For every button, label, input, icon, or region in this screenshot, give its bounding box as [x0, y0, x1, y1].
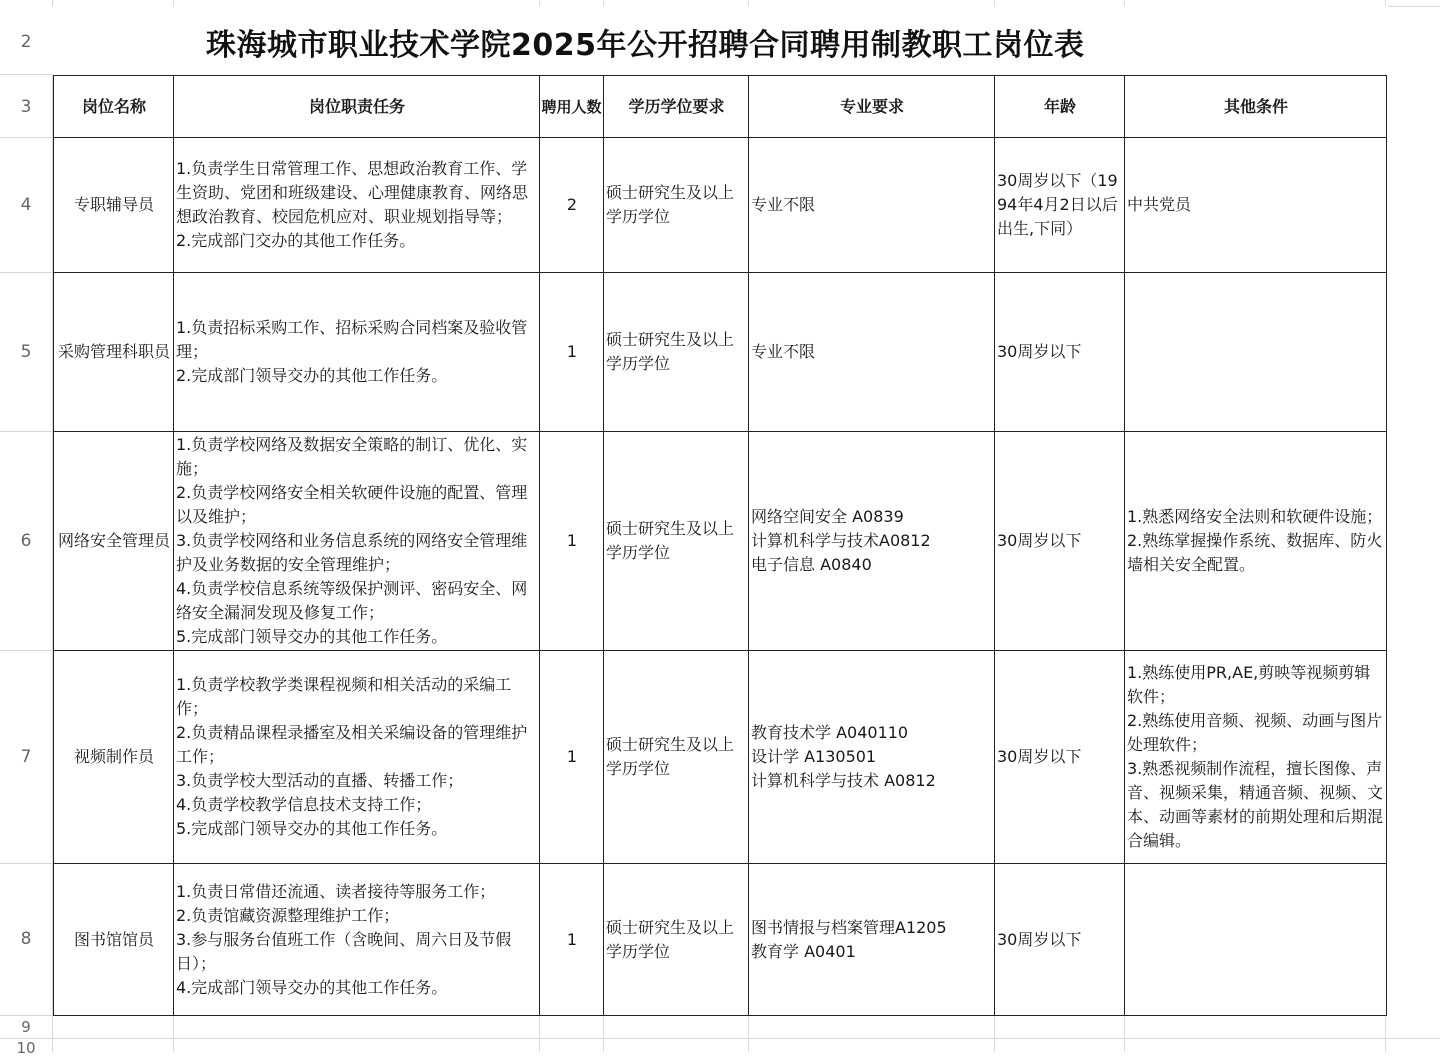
row-number[interactable]: 4 — [20, 195, 32, 215]
cell-major[interactable] — [749, 432, 995, 651]
cell-major[interactable] — [749, 651, 995, 864]
duty-line: 5.完成部门领导交办的其他工作任务。 — [176, 627, 448, 646]
duty-line: 2.完成部门领导交办的其他工作任务。 — [176, 366, 448, 385]
table-row — [54, 138, 1387, 273]
cell-position[interactable]: 视频制作员 — [54, 651, 174, 864]
cell-duties[interactable] — [174, 273, 540, 432]
cell-position[interactable]: 网络安全管理员 — [54, 432, 174, 651]
header-education[interactable]: 学历学位要求 — [604, 76, 749, 138]
duty-line: 5.完成部门领导交办的其他工作任务。 — [176, 819, 448, 838]
header-age[interactable]: 年龄 — [995, 76, 1125, 138]
cell-age[interactable]: 30周岁以下（1994年4月2日以后出生,下同） — [995, 138, 1125, 273]
cell-duties[interactable] — [174, 651, 540, 864]
duty-line: 3.负责学校大型活动的直播、转播工作； — [176, 771, 464, 790]
header-count[interactable]: 聘用人数 — [540, 76, 604, 138]
cell-count[interactable]: 1 — [540, 432, 604, 651]
major-line: 计算机科学与技术A0812 — [751, 531, 931, 550]
major-line: 图书情报与档案管理A1205 — [751, 917, 947, 937]
cell-other[interactable] — [1125, 138, 1387, 273]
row-number[interactable]: 9 — [21, 1018, 31, 1036]
cell-education[interactable]: 硕士研究生及以上学历学位 — [604, 432, 749, 651]
sheet-title-cell[interactable] — [52, 6, 1388, 74]
other-line: 1.熟练使用PR,AE,剪映等视频剪辑软件； — [1127, 663, 1371, 706]
other-line: 2.熟练使用音频、视频、动画与图片处理软件； — [1127, 711, 1383, 754]
header-row — [54, 76, 1387, 138]
cell-education[interactable]: 硕士研究生及以上学历学位 — [604, 138, 749, 273]
empty-row-line — [53, 1038, 1386, 1039]
major-line: 教育技术学 A040110 — [751, 723, 909, 742]
row-number[interactable]: 5 — [20, 342, 32, 362]
duty-line: 1.负责学生日常管理工作、思想政治教育工作、学生资助、党团和班级建设、心理健康教育、网络思想政治教育、校园危机应对、职业规划指导等； — [176, 159, 529, 226]
cell-major[interactable] — [749, 864, 995, 1016]
major-line: 计算机科学与技术 A0812 — [751, 771, 936, 790]
cell-other[interactable] — [1125, 864, 1387, 1016]
cell-other[interactable] — [1125, 432, 1387, 651]
duty-line: 2.负责精品课程录播室及相关采编设备的管理维护工作； — [176, 723, 528, 766]
table-row — [54, 651, 1387, 864]
duty-line: 1.负责学校教学类课程视频和相关活动的采编工作； — [176, 675, 512, 718]
header-position[interactable]: 岗位名称 — [54, 76, 174, 138]
duty-line: 1.负责日常借还流通、读者接待等服务工作； — [176, 881, 496, 901]
cell-education[interactable]: 硕士研究生及以上学历学位 — [604, 864, 749, 1016]
major-line: 教育学 A0401 — [751, 941, 856, 961]
cell-major[interactable] — [749, 273, 995, 432]
cell-count[interactable]: 1 — [540, 651, 604, 864]
cell-major[interactable] — [749, 138, 995, 273]
duty-line: 4.负责学校教学信息技术支持工作； — [176, 795, 432, 814]
cell-education[interactable]: 硕士研究生及以上学历学位 — [604, 651, 749, 864]
row-number[interactable]: 3 — [20, 97, 32, 117]
cell-age[interactable]: 30周岁以下 — [995, 864, 1125, 1016]
cell-duties[interactable] — [174, 138, 540, 273]
duty-line: 1.负责学校网络及数据安全策略的制订、优化、实施； — [176, 435, 528, 478]
cell-other[interactable] — [1125, 651, 1387, 864]
other-line: 3.熟悉视频制作流程，擅长图像、声音、视频采集，精通音频、视频、文本、动画等素材的前期处理和后期混合编辑。 — [1127, 759, 1384, 850]
job-positions-table — [53, 75, 1387, 1016]
major-line: 电子信息 A0840 — [751, 555, 872, 574]
cell-duties[interactable] — [174, 864, 540, 1016]
row-number[interactable]: 7 — [20, 747, 32, 767]
cell-other[interactable] — [1125, 273, 1387, 432]
duty-line: 2.完成部门交办的其他工作任务。 — [176, 231, 416, 250]
cell-count[interactable]: 1 — [540, 273, 604, 432]
cell-age[interactable]: 30周岁以下 — [995, 273, 1125, 432]
row-header-column — [0, 0, 53, 1057]
row-number[interactable]: 8 — [20, 929, 32, 949]
row-number[interactable]: 6 — [20, 531, 32, 551]
duty-line: 1.负责招标采购工作、招标采购合同档案及验收管理； — [176, 318, 528, 361]
cell-age[interactable]: 30周岁以下 — [995, 432, 1125, 651]
cell-position[interactable]: 专职辅导员 — [54, 138, 174, 273]
cell-position[interactable]: 采购管理科职员 — [54, 273, 174, 432]
header-duties[interactable]: 岗位职责任务 — [174, 76, 540, 138]
duty-line: 3.参与服务台值班工作（含晚间、周六日及节假日）； — [176, 929, 512, 973]
table-row — [54, 432, 1387, 651]
duty-line: 2.负责馆藏资源整理维护工作； — [176, 905, 400, 925]
table-row — [54, 864, 1387, 1016]
major-line: 专业不限 — [751, 342, 816, 361]
major-line: 专业不限 — [751, 195, 816, 214]
major-line: 网络空间安全 A0839 — [751, 507, 904, 526]
duty-line: 2.负责学校网络安全相关软硬件设施的配置、管理以及维护； — [176, 483, 528, 526]
cell-count[interactable]: 1 — [540, 864, 604, 1016]
cell-position[interactable]: 图书馆馆员 — [54, 864, 174, 1016]
cell-duties[interactable] — [174, 432, 540, 651]
duty-line: 4.负责学校信息系统等级保护测评、密码安全、网络安全漏洞发现及修复工作； — [176, 579, 528, 622]
header-other[interactable]: 其他条件 — [1125, 76, 1387, 138]
row-number[interactable]: 2 — [20, 32, 32, 52]
other-line: 中共党员 — [1127, 195, 1192, 214]
table-row — [54, 273, 1387, 432]
duty-line: 3.负责学校网络和业务信息系统的网络安全管理维护及业务数据的安全管理维护； — [176, 531, 528, 574]
duty-line: 4.完成部门领导交办的其他工作任务。 — [176, 977, 448, 997]
cell-age[interactable]: 30周岁以下 — [995, 651, 1125, 864]
major-line: 设计学 A130501 — [751, 747, 877, 766]
header-major[interactable]: 专业要求 — [749, 76, 995, 138]
cell-education[interactable]: 硕士研究生及以上学历学位 — [604, 273, 749, 432]
row-number[interactable]: 10 — [16, 1039, 36, 1057]
other-line: 1.熟悉网络安全法则和软硬件设施； — [1127, 507, 1383, 526]
other-line: 2.熟练掌握操作系统、数据库、防火墙相关安全配置。 — [1127, 531, 1383, 574]
cell-count[interactable]: 2 — [540, 138, 604, 273]
sheet-title: 珠海城市职业技术学院2025年公开招聘合同聘用制教职工岗位表 — [206, 28, 1085, 63]
